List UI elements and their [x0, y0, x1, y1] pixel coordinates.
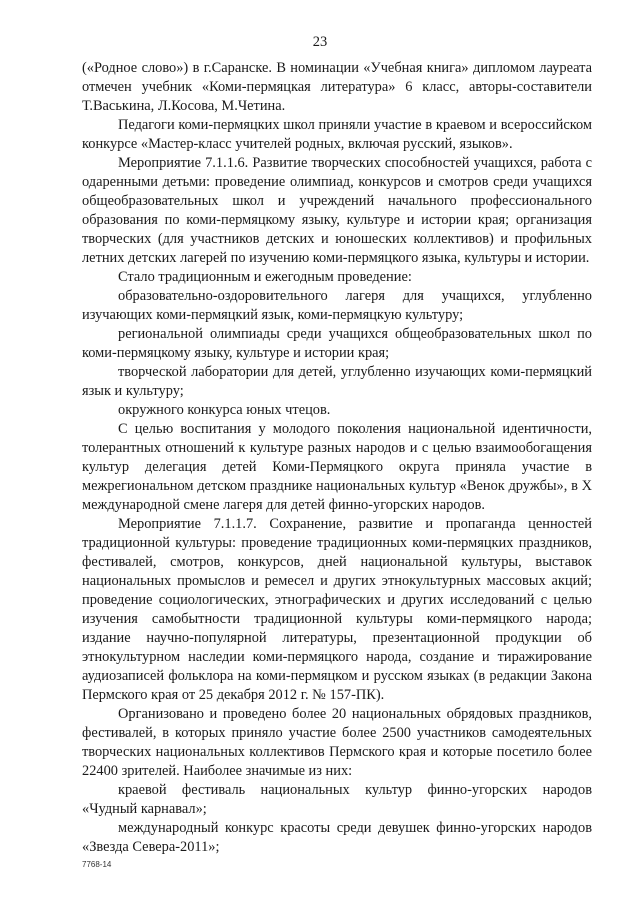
paragraph: Стало традиционным и ежегодным проведение:: [118, 269, 412, 285]
document-code: 7768-14: [82, 860, 112, 869]
list-item: творческой лаборатории для детей, углубленно изучающих коми-пермяцкий язык и культуру;: [82, 364, 592, 399]
paragraph-measure-7-1-1-6: Мероприятие 7.1.1.6. Развитие творческих способностей учащихся, работа с одаренными детьми: проведение олимпиад, конкурсов и смотров среди учащихся общеобразовательных школ и учреждений начального профессионального образования по коми-пермяцкому языку, культуре и истории края; организация творческих (для участников детских и юношеских коллективов) и профильных летних детских лагерей по изучению коми-пермяцкого языка, культуры и истории.: [82, 155, 592, 266]
paragraph-measure-7-1-1-7: Мероприятие 7.1.1.7. Сохранение, развитие и пропаганда ценностей традиционной культуры: проведение традиционных коми-пермяцких праздников, фестивалей, смотров, конкурсов, дней национальной культуры, выставок национальных промыслов и ремесел и других этнокультурных массовых акций; проведение социологических, этнографических и других исследований с целью изучения самобытности традиционной культуры коми-пермяцкого народа; издание научно-популярной литературы, презентационной продукции об этнокультурном наследии коми-пермяцкого народа, создание и тиражирование аудиозаписей фольклора на коми-пермяцком и русском языках (в редакции Закона Пермского края от 25 декабря 2012 г. № 157-ПК).: [82, 516, 592, 703]
paragraph: С целью воспитания у молодого поколения национальной идентичности, толерантных отношений к культуре разных народов и с целью взаимообогащения культур делегация детей Коми-Пермяцкого округа приняла участие в межрегиональном детском празднике национальных культур «Венок дружбы», в X международной смене лагеря для детей финно-угорских народов.: [82, 421, 592, 513]
page-number: 23: [312, 34, 328, 50]
list-item: краевой фестиваль национальных культур финно-угорских народов «Чудный карнавал»;: [82, 782, 592, 817]
paragraph: Организовано и проведено более 20 национальных обрядовых праздников, фестивалей, в которых приняло участие более 2500 участников самодеятельных творческих национальных коллективов Пермского края и которые посетило более 22400 зрителей. Наиболее значимые из них:: [82, 706, 592, 779]
list-item: образовательно-оздоровительного лагеря для учащихся, углубленно изучающих коми-пермяцкий язык, коми-пермяцкую культуру;: [82, 288, 592, 323]
paragraph-continuation: («Родное слово») в г.Саранске. В номинации «Учебная книга» дипломом лауреата отмечен учебник «Коми-пермяцкая литература» 6 класс, авторы-составители Т.Васькина, Л.Косова, М.Четина.: [82, 60, 592, 114]
list-item: окружного конкурса юных чтецов.: [118, 402, 331, 418]
body-text: [82, 59, 592, 857]
paragraph: Педагоги коми-пермяцких школ приняли участие в краевом и всероссийском конкурсе «Мастер-класс учителей родных, включая русский, языков».: [82, 117, 592, 152]
list-item: региональной олимпиады среди учащихся общеобразовательных школ по коми-пермяцкому языку, культуре и истории края;: [82, 326, 592, 361]
list-item: международный конкурс красоты среди девушек финно-угорских народов «Звезда Севера-2011»;: [82, 820, 592, 855]
